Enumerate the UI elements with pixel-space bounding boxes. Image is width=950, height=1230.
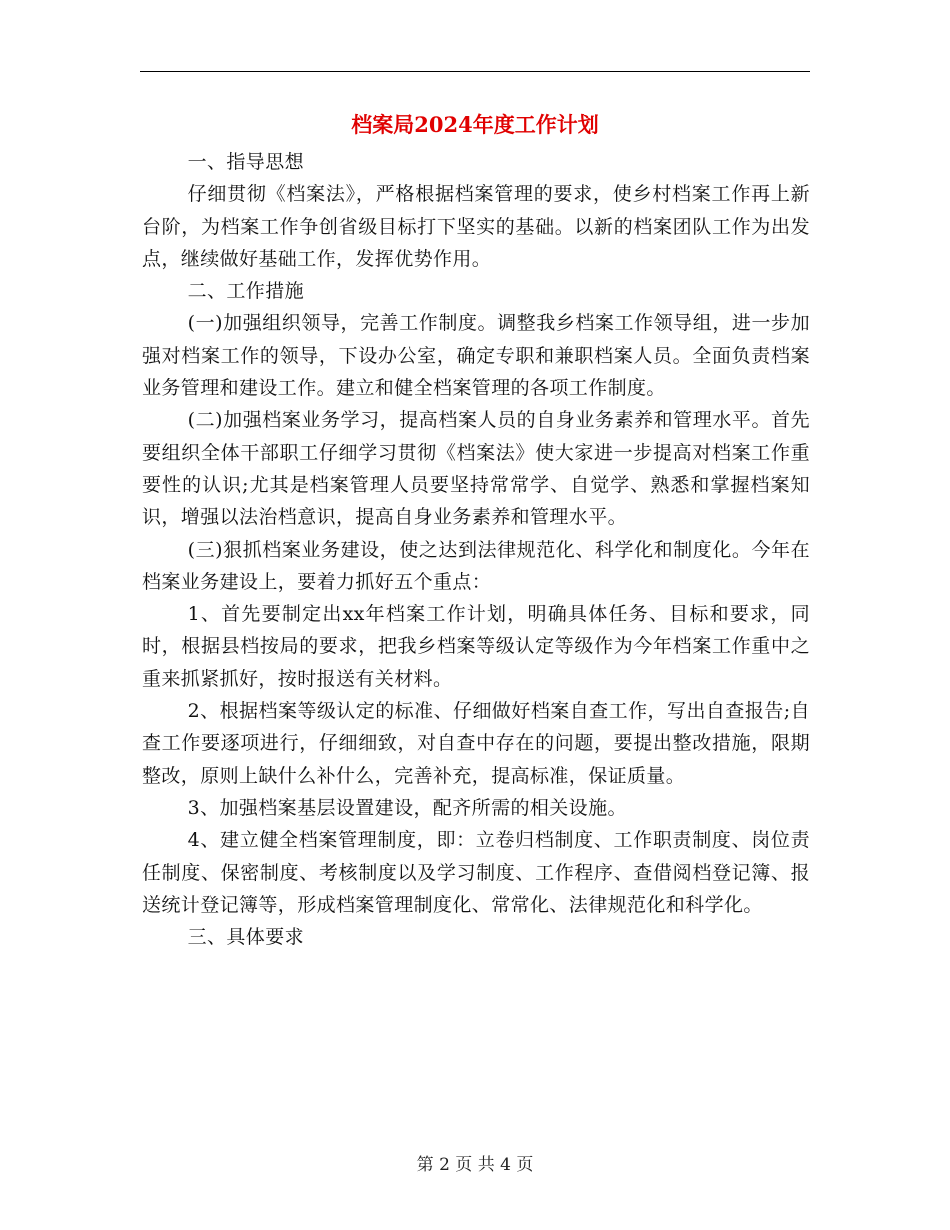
document-title: 档案局2024年度工作计划 (351, 112, 599, 137)
list-item-3: 3、加强档案基层设置建设，配齐所需的相关设施。 (187, 796, 627, 819)
list-item-4: 4、建立健全档案管理制度，即：立卷归档制度、工作职责制度、岗位责任制度、保密制度、考核制度以及学习制度、工作程序、查借阅档登记簿、报送统计登记簿等，形成档案管理制度化、常常化、法律规范化和科学化。 (142, 829, 810, 916)
paragraph-guiding-ideology: 仔细贯彻《档案法》，严格根据档案管理的要求，使乡村档案工作再上新台阶，为档案工作争创省级目标打下坚实的基础。以新的档案团队工作为出发点，继续做好基础工作，发挥优势作用。 (142, 183, 810, 270)
paragraph-measure-3: (三)狠抓档案业务建设，使之达到法律规范化、科学化和制度化。今年在档案业务建设上，要着力抓好五个重点： (142, 538, 810, 593)
paragraph-measure-2: (二)加强档案业务学习，提高档案人员的自身业务素养和管理水平。首先要组织全体干部职工仔细学习贯彻《档案法》使大家进一步提高对档案工作重要性的认识;尤其是档案管理人员要坚持常常学、自觉学、熟悉和掌握档案知识，增强以法治档意识，提高自身业务素养和管理水平。 (142, 409, 810, 529)
list-item-1: 1、首先要制定出xx年档案工作计划，明确具体任务、目标和要求，同时，根据县档按局的要求，把我乡档案等级认定等级作为今年档案工作重中之重来抓紧抓好，按时报送有关材料。 (142, 603, 810, 690)
section-heading-work-measures: 二、工作措施 (187, 280, 304, 303)
list-item-2: 2、根据档案等级认定的标准、仔细做好档案自查工作，写出自查报告;自查工作要逐项进行，仔细细致，对自查中存在的问题，要提出整改措施，限期整改，原则上缺什么补什么，完善补充，提高标准，保证质量。 (142, 700, 810, 787)
section-heading-specific-requirements: 三、具体要求 (187, 926, 304, 949)
document-body (142, 146, 810, 953)
section-heading-guiding-ideology: 一、指导思想 (187, 151, 304, 173)
header-rule (140, 71, 810, 72)
page-number-footer: 第 2 页 共 4 页 (416, 1155, 534, 1175)
paragraph-measure-1: (一)加强组织领导，完善工作制度。调整我乡档案工作领导组，进一步加强对档案工作的领导，下设办公室，确定专职和兼职档案人员。全面负责档案业务管理和建设工作。建立和健全档案管理的各项工作制度。 (142, 312, 810, 400)
